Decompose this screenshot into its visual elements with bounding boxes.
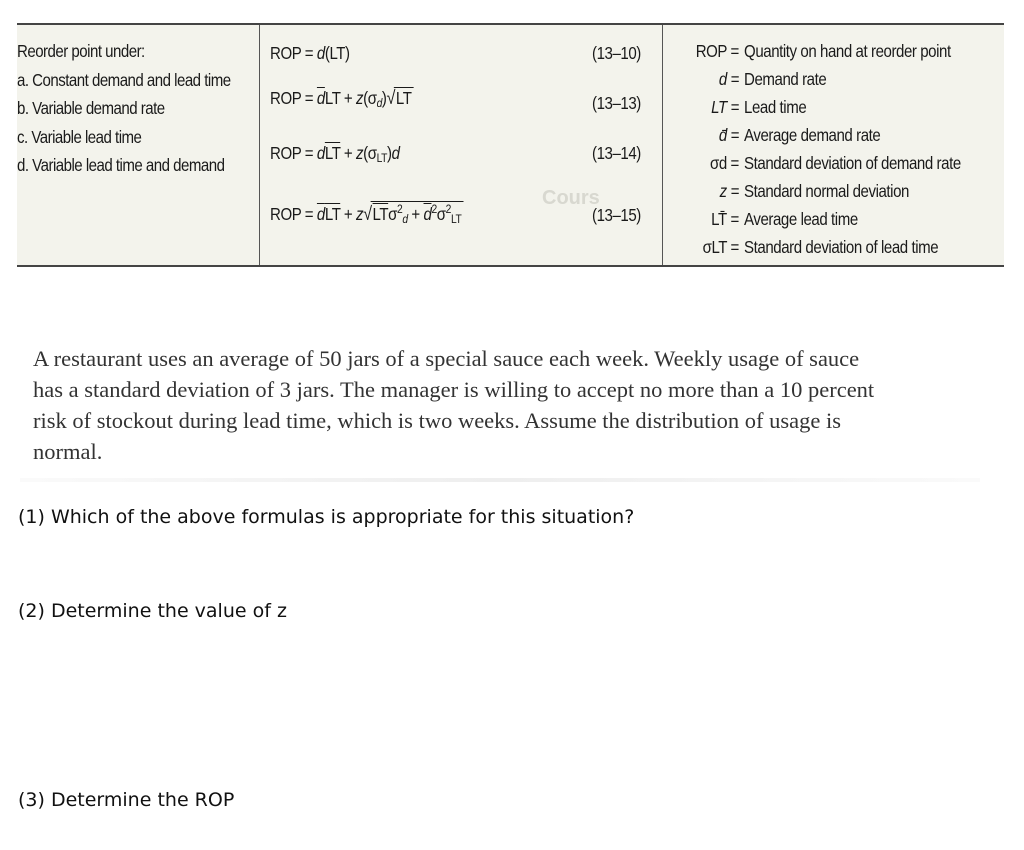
- equation-number: (13–14): [592, 143, 641, 163]
- definition-symbol: LT =: [711, 97, 739, 117]
- formula-13-14: ROP = $d\overline{LT} + z(\sigma_{LT})d$: [270, 143, 400, 165]
- definition-symbol: ROP =: [695, 41, 739, 61]
- watermark: Cours: [542, 187, 600, 209]
- definition-text: Average demand rate: [744, 125, 881, 145]
- problem-line: normal.: [33, 439, 103, 464]
- formula-label: ROP: [270, 143, 302, 163]
- definition-text: Standard deviation of demand rate: [744, 153, 961, 173]
- condition-item: c. Variable lead time: [17, 126, 142, 147]
- definitions-column: [689, 37, 961, 261]
- definition-symbol: σd =: [709, 153, 739, 173]
- definition-row: [689, 65, 961, 93]
- condition-item: b. Variable demand rate: [17, 98, 165, 118]
- problem-line: A restaurant uses an average of 50 jars of a special sauce each week. Weekly usage of sauce: [33, 346, 860, 371]
- definition-row: [689, 205, 961, 233]
- equation-number: (13–13): [592, 93, 641, 113]
- definition-text: Standard normal deviation: [744, 181, 909, 201]
- definition-text: Average lead time: [744, 209, 858, 229]
- formula-label: ROP: [270, 43, 302, 63]
- definition-symbol: σLT =: [702, 237, 739, 257]
- equation-number: (13–10): [592, 43, 641, 63]
- definition-text: Lead time: [744, 97, 807, 117]
- definition-symbol: d̄ =: [718, 125, 739, 145]
- formula-table: [17, 23, 1004, 267]
- question-3: (3) Determine the ROP: [18, 789, 235, 811]
- problem-statement: [33, 343, 1023, 468]
- definition-row: [689, 177, 961, 205]
- definition-text: Standard deviation of lead time: [744, 237, 939, 257]
- definition-symbol: z =: [719, 181, 739, 201]
- definition-text: Demand rate: [744, 69, 827, 89]
- problem-line: risk of stockout during lead time, which is two weeks. Assume the distribution of usage is: [33, 408, 842, 433]
- question-1: (1) Which of the above formulas is appropriate for this situation?: [18, 506, 635, 528]
- formula-label: ROP: [270, 88, 302, 108]
- problem-line: has a standard deviation of 3 jars. The manager is willing to accept no more than a 10 percent: [33, 377, 875, 402]
- definition-row: [689, 37, 961, 65]
- definition-symbol: d =: [718, 69, 739, 89]
- definition-row: [689, 93, 961, 121]
- definition-row: [689, 149, 961, 177]
- divider: [20, 478, 980, 482]
- formula-label: ROP: [270, 204, 302, 224]
- formula-13-15: ROP = $\overline{d}\overline{LT} + z√LT\sigma^2_d + \overline{d}^2\sigma^2_{LT}$: [270, 202, 462, 226]
- definition-row: [689, 121, 961, 149]
- question-2: (2) Determine the value of z: [18, 600, 287, 622]
- definition-symbol: LT̄ =: [711, 209, 739, 229]
- formula-13-13: ROP = $\overline{d}LT + z(\sigma_d)√LT$: [270, 88, 412, 110]
- definition-row: [689, 233, 961, 261]
- column-divider: [259, 25, 260, 265]
- conditions-column: [17, 37, 258, 180]
- condition-heading: Reorder point under:: [17, 41, 145, 61]
- equation-number: (13–15): [592, 205, 641, 225]
- definition-text: Quantity on hand at reorder point: [744, 41, 951, 61]
- column-divider: [662, 25, 663, 265]
- formula-13-10: ROP = d(LT): [270, 43, 350, 63]
- condition-item: d. Variable lead time and demand: [17, 155, 225, 175]
- condition-item: a. Constant demand and lead time: [17, 69, 231, 90]
